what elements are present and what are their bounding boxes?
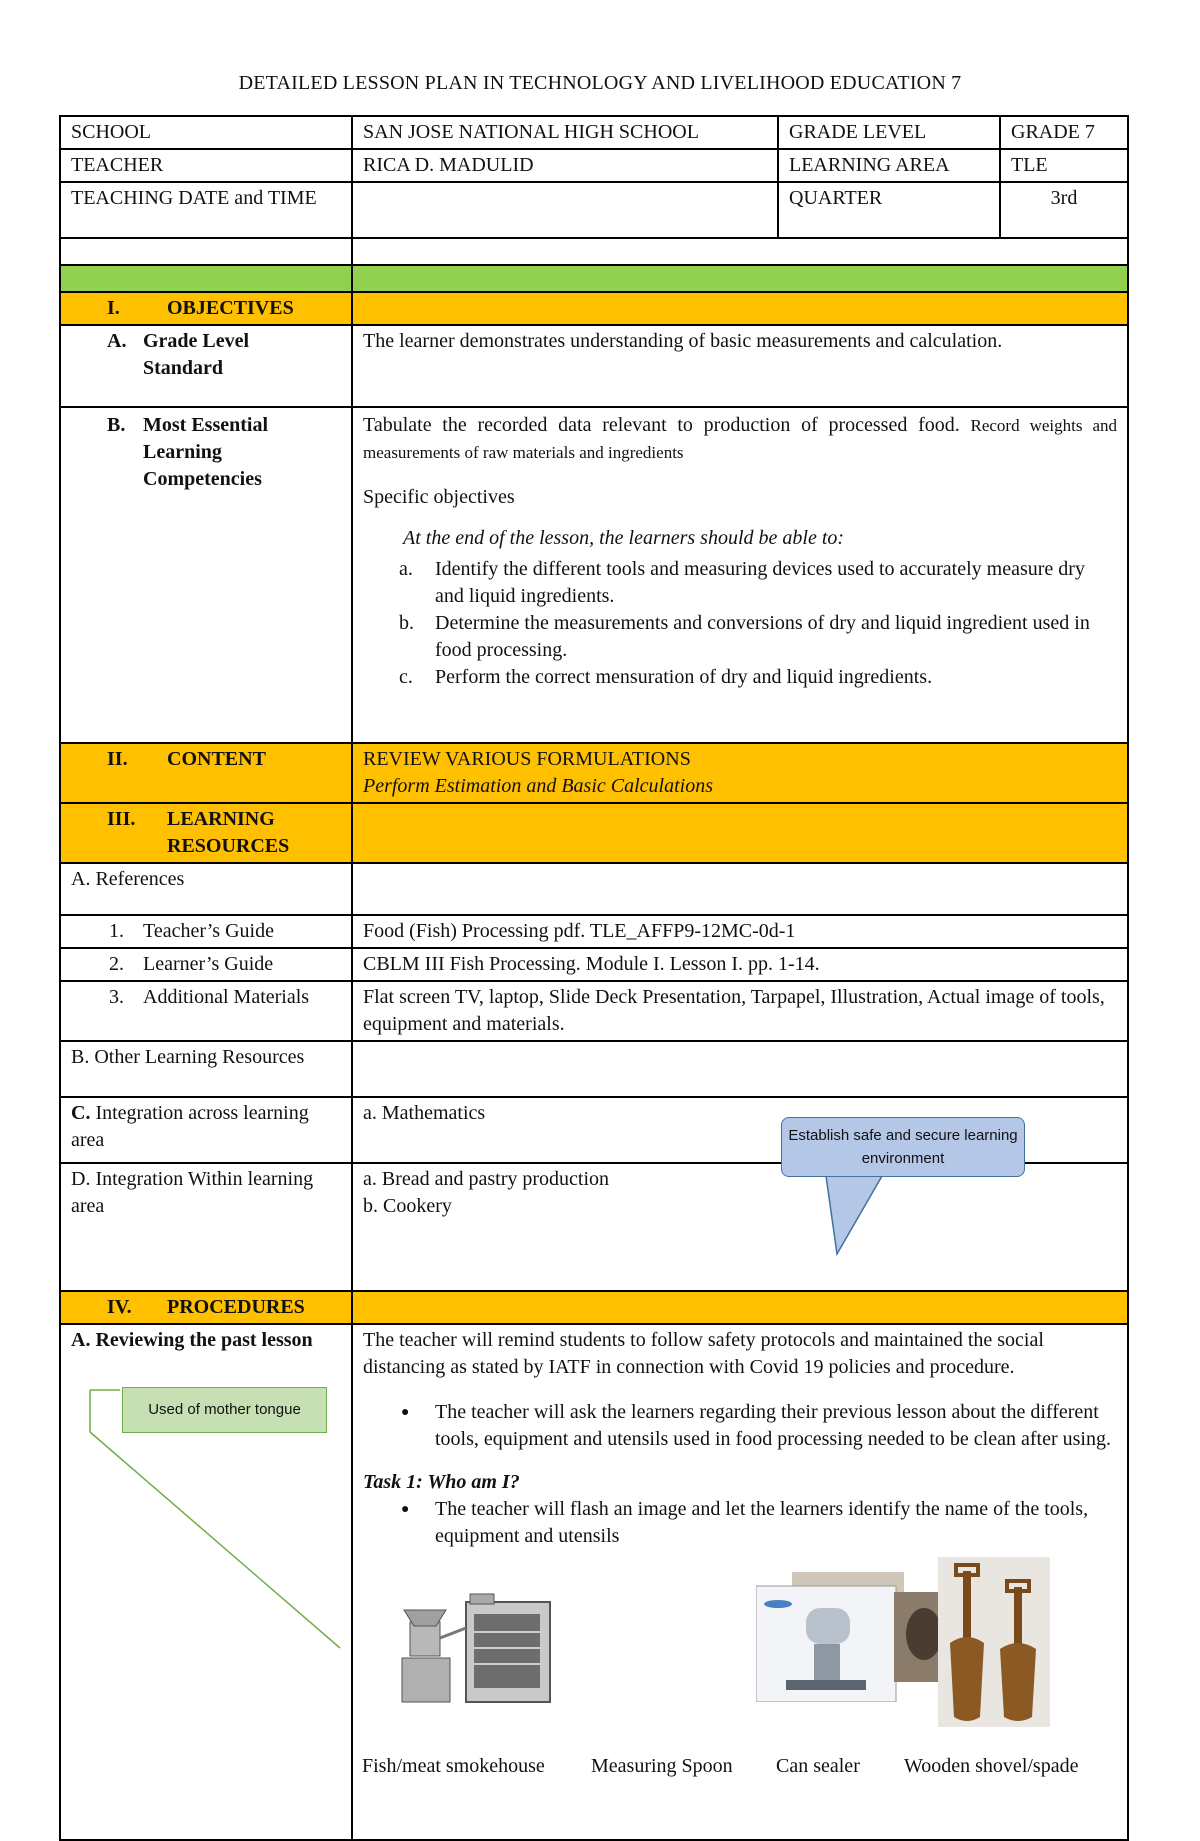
grade-label: GRADE LEVEL (778, 116, 1000, 149)
content-value (352, 743, 1128, 803)
integration-within-label: D. Integration Within learning area (60, 1163, 352, 1291)
document-title: DETAILED LESSON PLAN IN TECHNOLOGY AND LIVELIHOOD EDUCATION 7 (238, 72, 962, 94)
school-value: SAN JOSE NATIONAL HIGH SCHOOL (352, 116, 778, 149)
teacher-value: RICA D. MADULID (352, 149, 778, 182)
integration-across-value: a. Mathematics (352, 1097, 1128, 1163)
learners-guide-label: 2. Learner’s Guide (60, 948, 352, 981)
bullet-list-2 (363, 1496, 1117, 1550)
other-resources-label: B. Other Learning Resources (60, 1041, 352, 1097)
date-label: TEACHING DATE and TIME (60, 182, 352, 238)
caption-can-sealer: Can sealer (776, 1755, 860, 1777)
additional-materials-label: 3. Additional Materials (60, 981, 352, 1041)
bullet-list-1 (363, 1399, 1117, 1453)
caption-smokehouse: Fish/meat smokehouse (362, 1755, 545, 1777)
teachers-guide-label: 1. Teacher’s Guide (60, 915, 352, 948)
objective-item: c. Perform the correct mensuration of dry and liquid ingredients. (399, 666, 933, 688)
caption-wooden-shovel: Wooden shovel/spade (904, 1755, 1079, 1777)
quarter-label: QUARTER (778, 182, 1000, 238)
objective-item: a. Identify the different tools and measuring devices used to accurately measure dry and liquid ingredients. (399, 558, 1085, 607)
grade-level-standard-label: A. Grade Level Standard (60, 325, 352, 407)
objectives-heading: I. OBJECTIVES (60, 292, 352, 325)
smokehouse-image (398, 1592, 558, 1710)
grade-value: GRADE 7 (1000, 116, 1128, 149)
integration-within-value (352, 1163, 1128, 1291)
date-value (352, 182, 778, 238)
school-label: SCHOOL (60, 116, 352, 149)
references-label: A. References (60, 863, 352, 915)
competencies-row (60, 407, 1128, 743)
content-row (60, 743, 1128, 803)
competencies-label: B. Most Essential Learning Competencies (60, 407, 352, 743)
content-heading: II. CONTENT (60, 743, 352, 803)
procedures-heading-row (60, 1291, 1128, 1324)
integration-across-label: C. Integration across learning area (60, 1097, 352, 1163)
integration-within-b: b. Cookery (363, 1195, 452, 1217)
objectives-intro: At the end of the lesson, the learners should be able to: (403, 527, 845, 549)
additional-materials-row (60, 981, 1128, 1041)
school-row (60, 116, 1128, 149)
green-band-row (60, 265, 1128, 292)
date-row (60, 182, 1128, 238)
bullet-item: ● The teacher will flash an image and let the learners identify the name of the tools, equipment and utensils (435, 1496, 1117, 1550)
task-title: Task 1: Who am I? (363, 1471, 520, 1493)
integration-within-a: a. Bread and pastry production (363, 1168, 610, 1190)
integration-within-row (60, 1163, 1128, 1291)
references-row (60, 863, 1128, 915)
grade-level-standard-row (60, 325, 1128, 407)
learners-guide-value: CBLM III Fish Processing. Module I. Lesson I. pp. 1-14. (352, 948, 1128, 981)
competencies-content (352, 407, 1128, 743)
teacher-label: TEACHER (60, 149, 352, 182)
caption-measuring-spoon: Measuring Spoon (591, 1755, 733, 1777)
other-resources-row (60, 1041, 1128, 1097)
teacher-row (60, 149, 1128, 182)
quarter-value: 3rd (1000, 182, 1128, 238)
specific-objectives: Specific objectives (363, 486, 515, 508)
objectives-heading-row (60, 292, 1128, 325)
procedure-intro: The teacher will remind students to follow safety protocols and maintained the social distancing as stated by IATF in connection with Covid 19 policies and procedure. (363, 1329, 1044, 1378)
additional-materials-value: Flat screen TV, laptop, Slide Deck Presentation, Tarpapel, Illustration, Actual image of tools, equipment and materials. (352, 981, 1128, 1041)
can-sealer-image (756, 1572, 956, 1702)
reviewing-label: A. Reviewing the past lesson (60, 1324, 352, 1840)
competencies-main: Tabulate the recorded data relevant to production of processed food. (363, 414, 960, 436)
learners-guide-row (60, 948, 1128, 981)
procedures-heading: IV. PROCEDURES (60, 1291, 352, 1324)
wooden-shovel-image (938, 1557, 1050, 1727)
objective-item: b. Determine the measurements and conversions of dry and liquid ingredient used in food processing. (399, 612, 1090, 661)
callout-safe-environment: Establish safe and secure learning environment (781, 1117, 1025, 1177)
callout-mother-tongue: Used of mother tongue (122, 1387, 327, 1433)
content-line2: Perform Estimation and Basic Calculations (363, 775, 713, 797)
objectives-list (363, 556, 1117, 691)
resources-heading: III. LEARNING RESOURCES (60, 803, 352, 863)
competencies-small: Record weights and measurements of raw materials and ingredients (363, 416, 1117, 462)
content-line1: REVIEW VARIOUS FORMULATIONS (363, 748, 691, 770)
teachers-guide-row (60, 915, 1128, 948)
resources-heading-row (60, 803, 1128, 863)
area-value: TLE (1000, 149, 1128, 182)
grade-level-standard-text: The learner demonstrates understanding of basic measurements and calculation. (352, 325, 1128, 407)
bullet-item: ● The teacher will ask the learners regarding their previous lesson about the different tools, equipment and utensils used in food processing needed to be clean after using. (435, 1399, 1117, 1453)
area-label: LEARNING AREA (778, 149, 1000, 182)
spacer-row (60, 238, 1128, 265)
teachers-guide-value: Food (Fish) Processing pdf. TLE_AFFP9-12MC-0d-1 (352, 915, 1128, 948)
